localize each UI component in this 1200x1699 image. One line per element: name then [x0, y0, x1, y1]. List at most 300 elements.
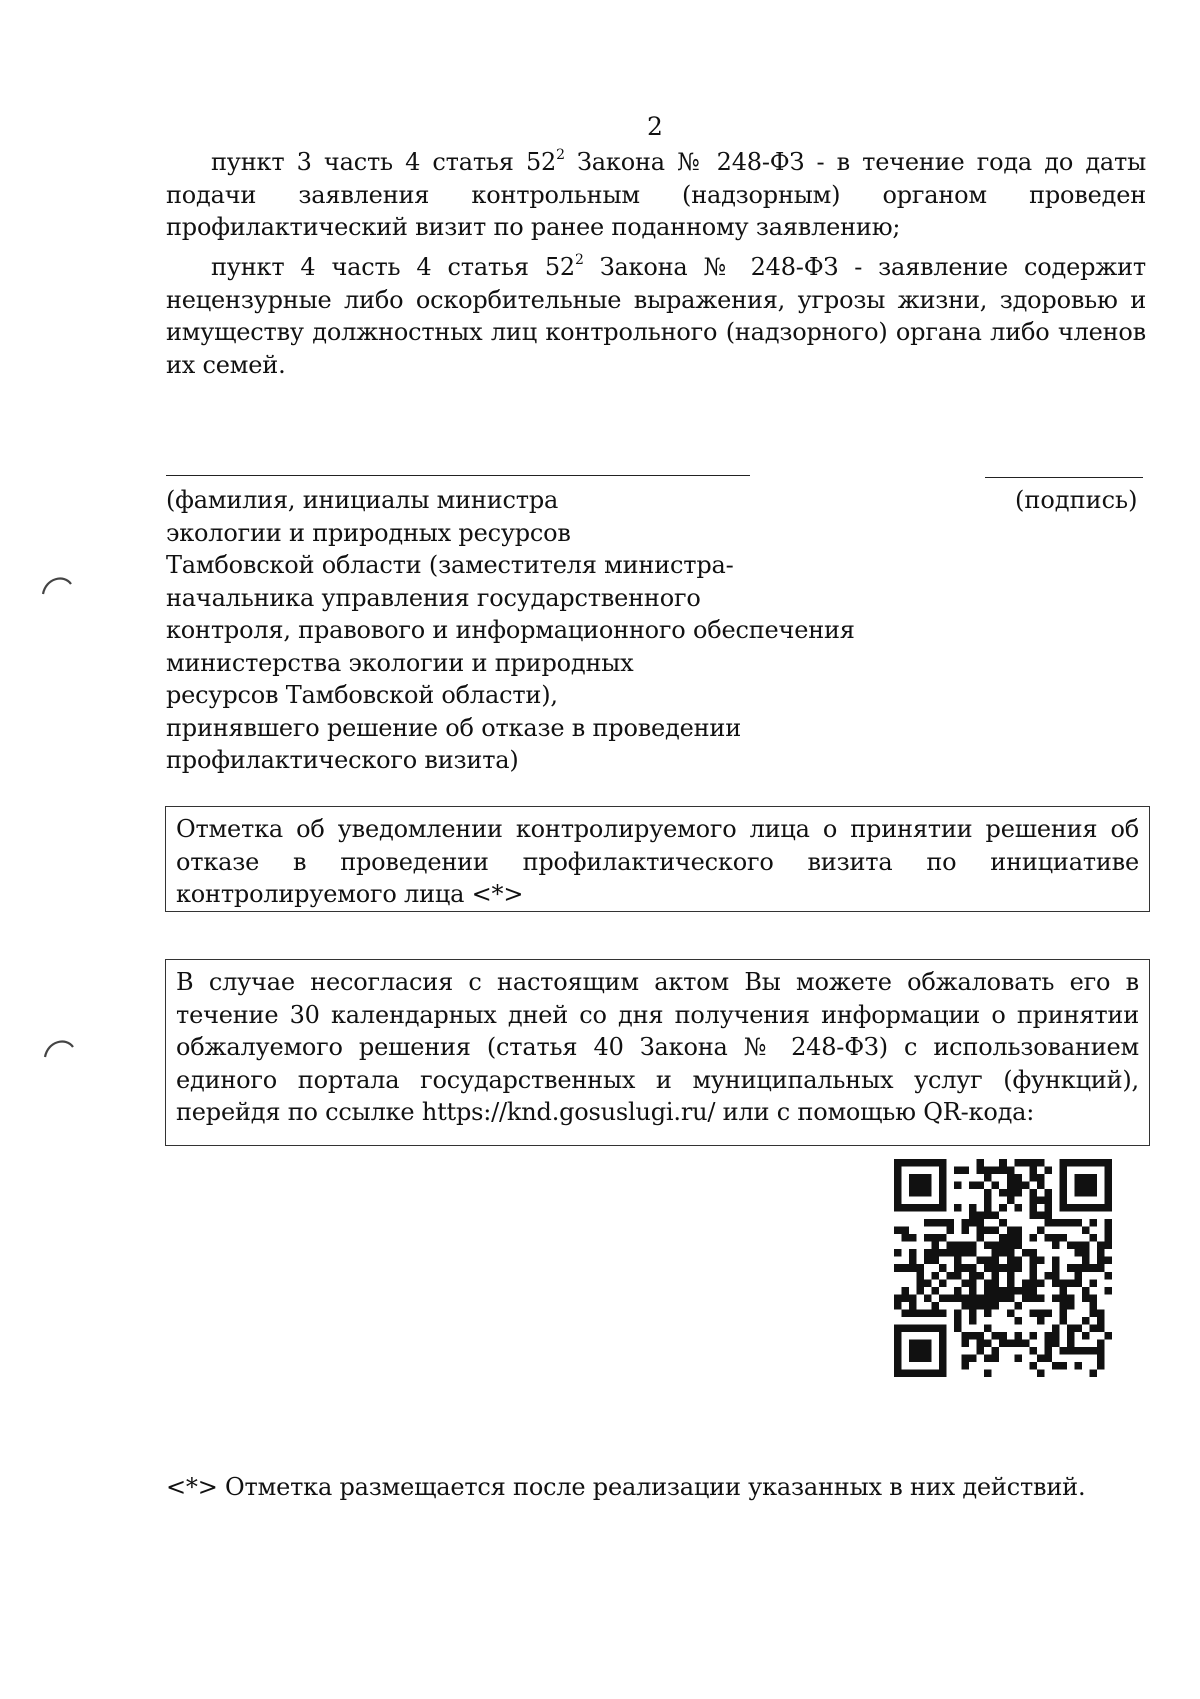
qr-module — [909, 1204, 917, 1212]
qr-module — [1014, 1257, 1022, 1265]
qr-module — [1104, 1204, 1112, 1212]
qr-module — [999, 1204, 1007, 1212]
page-number: 2 — [647, 112, 663, 141]
qr-module — [1067, 1204, 1075, 1212]
qr-module — [1097, 1309, 1105, 1317]
qr-module — [1097, 1354, 1105, 1362]
qr-module — [939, 1369, 947, 1377]
qr-module — [1089, 1347, 1097, 1355]
qr-module — [992, 1332, 1000, 1340]
qr-module — [1007, 1167, 1015, 1175]
qr-module — [894, 1339, 902, 1347]
qr-module — [939, 1309, 947, 1317]
name-caption-line: (фамилия, инициалы министра — [166, 486, 559, 514]
qr-module — [1074, 1219, 1082, 1227]
qr-module — [924, 1257, 932, 1265]
qr-module — [1097, 1249, 1105, 1257]
qr-module — [1074, 1264, 1082, 1272]
qr-module — [1014, 1204, 1022, 1212]
name-caption — [166, 484, 886, 777]
qr-module — [999, 1332, 1007, 1340]
qr-module — [1059, 1347, 1067, 1355]
qr-module — [1029, 1294, 1037, 1302]
qr-module — [962, 1362, 970, 1370]
qr-module — [1029, 1204, 1037, 1212]
qr-module — [1007, 1257, 1015, 1265]
qr-module — [977, 1234, 985, 1242]
qr-module — [1104, 1287, 1112, 1295]
qr-module — [1029, 1332, 1037, 1340]
qr-module — [969, 1332, 977, 1340]
qr-module — [969, 1279, 977, 1287]
qr-module — [939, 1362, 947, 1370]
qr-module — [962, 1332, 970, 1340]
qr-module — [992, 1347, 1000, 1355]
appeal-info-text: В случае несогласия с настоящим актом Вы можете обжаловать его в течение 30 календарных дней со дня получения информации о принятии обжалуемого решения (статья 40 Закона № 248-ФЗ) с использованием единого портала государственных и муниципальных услуг (функций), перейдя по ссылке https://knd.gosuslugi.ru/ или с помощью QR-кода: — [176, 968, 1139, 1126]
qr-module — [1014, 1339, 1022, 1347]
article-superscript: 2 — [556, 147, 565, 163]
qr-module — [909, 1234, 917, 1242]
qr-module — [962, 1249, 970, 1257]
qr-module — [984, 1354, 992, 1362]
name-caption-line: контроля, правового и информационного обеспечения — [166, 616, 855, 644]
qr-module — [947, 1227, 955, 1235]
qr-module — [917, 1309, 925, 1317]
qr-module — [962, 1264, 970, 1272]
qr-module — [909, 1369, 917, 1377]
qr-module — [1037, 1182, 1045, 1190]
qr-module — [1082, 1347, 1090, 1355]
qr-module — [1074, 1182, 1082, 1190]
qr-module — [1022, 1339, 1030, 1347]
qr-module — [894, 1369, 902, 1377]
qr-module — [1044, 1309, 1052, 1317]
qr-module — [1052, 1324, 1060, 1332]
qr-module — [902, 1324, 910, 1332]
qr-module — [909, 1257, 917, 1265]
qr-module — [1037, 1212, 1045, 1220]
qr-module — [1007, 1309, 1015, 1317]
qr-module — [992, 1302, 1000, 1310]
qr-module — [1104, 1159, 1112, 1167]
qr-module — [909, 1159, 917, 1167]
qr-module — [1082, 1257, 1090, 1265]
qr-module — [962, 1242, 970, 1250]
qr-module — [977, 1212, 985, 1220]
qr-module — [1007, 1189, 1015, 1197]
qr-module — [984, 1242, 992, 1250]
qr-module — [984, 1287, 992, 1295]
paragraph-point-3-text-cont: Закона № 248-ФЗ - в течение года до даты подачи заявления контрольным (надзорным) органом проведен профилактический визит по ранее поданному заявлению; — [166, 148, 1146, 241]
qr-module — [939, 1347, 947, 1355]
qr-module — [924, 1204, 932, 1212]
name-signature-line — [166, 475, 750, 476]
qr-module — [947, 1242, 955, 1250]
qr-module — [954, 1287, 962, 1295]
qr-module — [1074, 1174, 1082, 1182]
qr-module — [999, 1287, 1007, 1295]
qr-module — [1104, 1234, 1112, 1242]
name-caption-line: министерства экологии и природных — [166, 648, 634, 677]
qr-module — [1089, 1174, 1097, 1182]
qr-module — [1074, 1204, 1082, 1212]
qr-module — [1074, 1272, 1082, 1280]
qr-module — [1022, 1249, 1030, 1257]
qr-module — [924, 1249, 932, 1257]
qr-module — [909, 1249, 917, 1257]
qr-module — [1014, 1234, 1022, 1242]
qr-module — [894, 1324, 902, 1332]
qr-module — [1052, 1257, 1060, 1265]
qr-module — [1059, 1317, 1067, 1325]
name-caption-line: ресурсов Тамбовской области), — [166, 681, 558, 709]
qr-module — [1014, 1182, 1022, 1190]
qr-module — [1014, 1287, 1022, 1295]
qr-module — [1089, 1182, 1097, 1190]
qr-module — [902, 1204, 910, 1212]
qr-module — [1089, 1309, 1097, 1317]
qr-module — [939, 1294, 947, 1302]
qr-module — [1097, 1257, 1105, 1265]
qr-module — [954, 1317, 962, 1325]
qr-module — [969, 1212, 977, 1220]
paragraph-point-4-text: пункт 4 часть 4 статья 52 — [211, 253, 575, 281]
qr-module — [1067, 1332, 1075, 1340]
qr-module — [954, 1182, 962, 1190]
qr-module — [917, 1182, 925, 1190]
qr-module — [1029, 1249, 1037, 1257]
qr-module — [924, 1189, 932, 1197]
qr-module — [1044, 1234, 1052, 1242]
qr-module — [1014, 1317, 1022, 1325]
qr-module — [977, 1182, 985, 1190]
qr-module — [1044, 1354, 1052, 1362]
qr-module — [984, 1279, 992, 1287]
name-caption-line: принявшего решение об отказе в проведении — [166, 713, 741, 742]
qr-module — [1022, 1182, 1030, 1190]
qr-module — [894, 1204, 902, 1212]
qr-module — [1059, 1287, 1067, 1295]
qr-module — [1044, 1212, 1052, 1220]
qr-module — [1052, 1272, 1060, 1280]
qr-module — [1074, 1159, 1082, 1167]
qr-module — [977, 1332, 985, 1340]
qr-module — [962, 1219, 970, 1227]
qr-module — [1097, 1242, 1105, 1250]
qr-module — [954, 1309, 962, 1317]
qr-module — [1082, 1174, 1090, 1182]
qr-module — [917, 1279, 925, 1287]
qr-module — [999, 1242, 1007, 1250]
paragraph-point-3 — [166, 146, 1146, 244]
qr-module — [1044, 1272, 1052, 1280]
qr-module — [917, 1339, 925, 1347]
qr-module — [1014, 1332, 1022, 1340]
qr-module — [1082, 1227, 1090, 1235]
qr-module — [992, 1249, 1000, 1257]
qr-module — [1059, 1234, 1067, 1242]
qr-module — [969, 1309, 977, 1317]
qr-module — [992, 1167, 1000, 1175]
qr-module — [999, 1167, 1007, 1175]
qr-module — [954, 1242, 962, 1250]
qr-module — [1089, 1189, 1097, 1197]
qr-module — [1104, 1227, 1112, 1235]
qr-module — [1029, 1362, 1037, 1370]
qr-module — [969, 1317, 977, 1325]
qr-module — [984, 1204, 992, 1212]
qr-module — [939, 1204, 947, 1212]
qr-module — [1052, 1219, 1060, 1227]
qr-module — [1022, 1279, 1030, 1287]
qr-module — [924, 1174, 932, 1182]
qr-module — [1037, 1174, 1045, 1182]
qr-module — [999, 1339, 1007, 1347]
appeal-info-box — [165, 959, 1150, 1146]
qr-code-icon[interactable] — [894, 1159, 1112, 1377]
qr-module — [969, 1242, 977, 1250]
qr-module — [1044, 1339, 1052, 1347]
qr-module — [1044, 1189, 1052, 1197]
qr-module — [977, 1347, 985, 1355]
qr-module — [1082, 1182, 1090, 1190]
qr-module — [939, 1279, 947, 1287]
qr-module — [1104, 1182, 1112, 1190]
qr-module — [1074, 1249, 1082, 1257]
qr-module — [984, 1302, 992, 1310]
qr-module — [977, 1159, 985, 1167]
qr-module — [894, 1362, 902, 1370]
qr-module — [1037, 1279, 1045, 1287]
qr-module — [1074, 1347, 1082, 1355]
qr-module — [1007, 1242, 1015, 1250]
qr-module — [992, 1287, 1000, 1295]
qr-module — [1037, 1309, 1045, 1317]
qr-module — [1104, 1332, 1112, 1340]
qr-module — [909, 1264, 917, 1272]
qr-module — [1007, 1279, 1015, 1287]
qr-module — [962, 1354, 970, 1362]
qr-module — [917, 1369, 925, 1377]
qr-module — [1059, 1279, 1067, 1287]
qr-module — [984, 1174, 992, 1182]
qr-module — [1029, 1347, 1037, 1355]
qr-module — [1104, 1242, 1112, 1250]
qr-module — [1059, 1294, 1067, 1302]
signature-line — [985, 477, 1143, 478]
qr-module — [932, 1302, 940, 1310]
qr-module — [1014, 1264, 1022, 1272]
qr-module — [1044, 1167, 1052, 1175]
paragraph-point-4-text-cont: Закона № 248-ФЗ - заявление содержит нецензурные либо оскорбительные выражения, угрозы жизни, здоровью и имуществу должностных лиц контрольного (надзорного) органа либо членов их семей. — [166, 253, 1146, 379]
qr-module — [999, 1159, 1007, 1167]
qr-module — [992, 1227, 1000, 1235]
qr-module — [1067, 1302, 1075, 1310]
qr-module — [947, 1294, 955, 1302]
punch-hole-mark — [42, 1033, 76, 1061]
qr-module — [917, 1287, 925, 1295]
qr-module — [1014, 1227, 1022, 1235]
qr-module — [924, 1294, 932, 1302]
qr-module — [954, 1324, 962, 1332]
qr-module — [1097, 1159, 1105, 1167]
qr-module — [1059, 1167, 1067, 1175]
qr-module — [932, 1234, 940, 1242]
qr-module — [939, 1324, 947, 1332]
qr-module — [962, 1279, 970, 1287]
qr-module — [902, 1159, 910, 1167]
qr-module — [1037, 1227, 1045, 1235]
qr-module — [999, 1249, 1007, 1257]
qr-module — [969, 1249, 977, 1257]
qr-module — [1089, 1279, 1097, 1287]
qr-module — [1052, 1332, 1060, 1340]
qr-module — [1007, 1294, 1015, 1302]
qr-module — [1097, 1339, 1105, 1347]
qr-module — [947, 1272, 955, 1280]
qr-module — [1007, 1339, 1015, 1347]
notification-mark-text: Отметка об уведомлении контролируемого лица о принятии решения об отказе в проведении профилактического визита по инициативе контролируемого лица <*> — [176, 815, 1139, 908]
qr-module — [894, 1249, 902, 1257]
qr-module — [924, 1279, 932, 1287]
qr-module — [969, 1354, 977, 1362]
qr-module — [932, 1287, 940, 1295]
qr-module — [984, 1339, 992, 1347]
qr-module — [1029, 1257, 1037, 1265]
qr-module — [939, 1354, 947, 1362]
qr-module — [939, 1159, 947, 1167]
qr-module — [939, 1332, 947, 1340]
qr-module — [1044, 1204, 1052, 1212]
qr-module — [902, 1227, 910, 1235]
qr-module — [1007, 1287, 1015, 1295]
qr-module — [954, 1294, 962, 1302]
qr-module — [1067, 1324, 1075, 1332]
qr-module — [984, 1324, 992, 1332]
qr-module — [902, 1294, 910, 1302]
qr-module — [917, 1264, 925, 1272]
qr-module — [1089, 1234, 1097, 1242]
qr-module — [894, 1264, 902, 1272]
qr-module — [1097, 1347, 1105, 1355]
qr-module — [1014, 1302, 1022, 1310]
qr-module — [894, 1167, 902, 1175]
qr-module — [1052, 1339, 1060, 1347]
qr-module — [894, 1354, 902, 1362]
qr-module — [977, 1339, 985, 1347]
qr-module — [932, 1249, 940, 1257]
qr-module — [932, 1219, 940, 1227]
qr-module — [1029, 1189, 1037, 1197]
qr-module — [932, 1369, 940, 1377]
qr-module — [909, 1294, 917, 1302]
qr-module — [992, 1272, 1000, 1280]
qr-module — [1097, 1204, 1105, 1212]
qr-module — [924, 1354, 932, 1362]
qr-module — [909, 1174, 917, 1182]
qr-module — [939, 1249, 947, 1257]
qr-module — [909, 1354, 917, 1362]
qr-module — [924, 1339, 932, 1347]
qr-module — [1059, 1189, 1067, 1197]
qr-module — [894, 1227, 902, 1235]
qr-module — [1014, 1174, 1022, 1182]
qr-module — [1074, 1189, 1082, 1197]
qr-module — [894, 1189, 902, 1197]
qr-module — [932, 1324, 940, 1332]
qr-module — [992, 1182, 1000, 1190]
qr-module — [954, 1257, 962, 1265]
qr-module — [1037, 1369, 1045, 1377]
qr-module — [1059, 1182, 1067, 1190]
qr-module — [977, 1294, 985, 1302]
qr-module — [1007, 1234, 1015, 1242]
qr-module — [1074, 1279, 1082, 1287]
qr-module — [992, 1242, 1000, 1250]
qr-module — [962, 1302, 970, 1310]
qr-module — [909, 1189, 917, 1197]
name-caption-line: профилактического визита) — [166, 746, 519, 774]
qr-module — [902, 1287, 910, 1295]
qr-module — [1022, 1159, 1030, 1167]
qr-module — [969, 1294, 977, 1302]
qr-module — [1052, 1264, 1060, 1272]
qr-module — [932, 1242, 940, 1250]
qr-module — [984, 1294, 992, 1302]
qr-module — [1052, 1234, 1060, 1242]
qr-module — [917, 1324, 925, 1332]
qr-module — [962, 1339, 970, 1347]
qr-module — [1007, 1249, 1015, 1257]
qr-module — [894, 1197, 902, 1205]
qr-module — [1082, 1332, 1090, 1340]
name-caption-line: Тамбовской области (заместителя министра- — [166, 551, 734, 579]
qr-module — [984, 1197, 992, 1205]
qr-module — [1104, 1219, 1112, 1227]
qr-module — [939, 1219, 947, 1227]
qr-module — [902, 1369, 910, 1377]
qr-module — [984, 1227, 992, 1235]
qr-module — [969, 1204, 977, 1212]
qr-module — [1067, 1339, 1075, 1347]
qr-module — [1082, 1294, 1090, 1302]
qr-module — [984, 1264, 992, 1272]
qr-module — [1059, 1362, 1067, 1370]
qr-module — [1089, 1294, 1097, 1302]
qr-module — [1029, 1212, 1037, 1220]
qr-module — [924, 1324, 932, 1332]
qr-module — [1029, 1197, 1037, 1205]
qr-module — [999, 1189, 1007, 1197]
qr-module — [969, 1287, 977, 1295]
qr-module — [902, 1264, 910, 1272]
qr-module — [1037, 1294, 1045, 1302]
qr-module — [954, 1272, 962, 1280]
qr-module — [894, 1302, 902, 1310]
qr-module — [954, 1167, 962, 1175]
qr-module — [1104, 1272, 1112, 1280]
qr-module — [1059, 1309, 1067, 1317]
qr-module — [902, 1234, 910, 1242]
qr-module — [1029, 1234, 1037, 1242]
qr-module — [1104, 1174, 1112, 1182]
qr-module — [924, 1369, 932, 1377]
qr-module — [1067, 1159, 1075, 1167]
qr-module — [962, 1294, 970, 1302]
qr-module — [909, 1302, 917, 1310]
qr-module — [977, 1272, 985, 1280]
qr-module — [1052, 1294, 1060, 1302]
